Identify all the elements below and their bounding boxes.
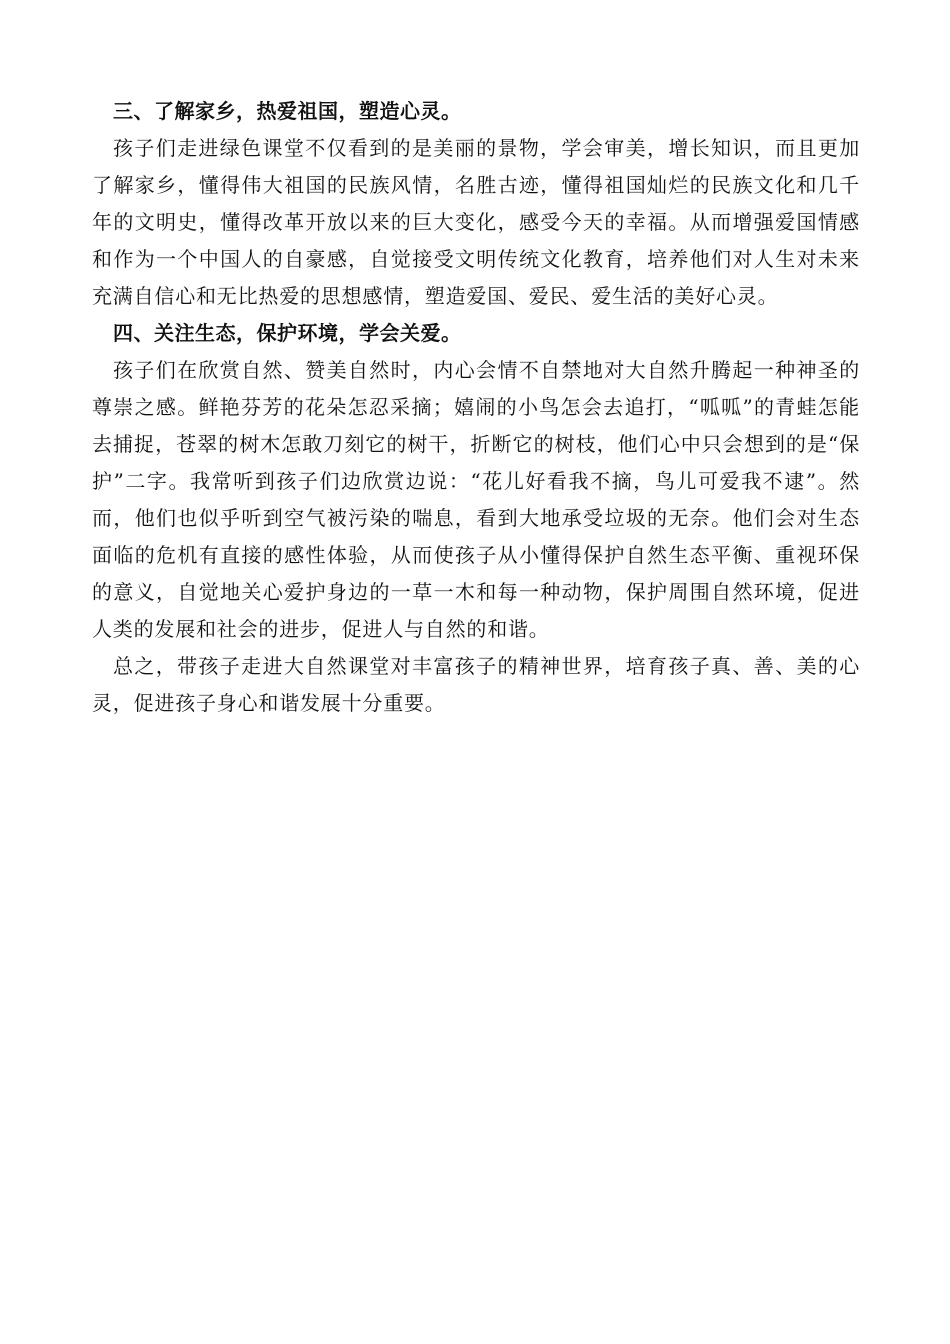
- conclusion-paragraph: 总之，带孩子走进大自然课堂对丰富孩子的精神世界，培育孩子真、善、美的心灵，促进孩子身心和谐发展十分重要。: [92, 654, 860, 715]
- section-paragraph-4: 孩子们在欣赏自然、赞美自然时，内心会情不自禁地对大自然升腾起一种神圣的尊崇之感。鲜艳芬芳的花朵怎忍采摘；嬉闹的小鸟怎会去追打，“呱呱”的青蛙怎能去捕捉，苍翠的树木怎敢刀刻它的树干，折断它的树枝，他们心中只会想到的是“保护”二字。我常听到孩子们边欣赏边说：“花儿好看我不摘，鸟儿可爱我不逮”。然而，他们也似乎听到空气被污染的喘息，看到大地承受垃圾的无奈。他们会对生态面临的危机有直接的感性体验，从而使孩子从小懂得保护自然生态平衡、重视环保的意义，自觉地关心爱护身边的一草一木和每一种动物，保护周围自然环境，促进人类的发展和社会的进步，促进人与自然的和谐。: [92, 358, 860, 641]
- section-paragraph-3: 孩子们走进绿色课堂不仅看到的是美丽的景物，学会审美，增长知识，而且更加了解家乡，懂得伟大祖国的民族风情，名胜古迹，懂得祖国灿烂的民族文化和几千年的文明史，懂得改革开放以来的巨大变化，感受今天的幸福。从而增强爱国情感和作为一个中国人的自豪感，自觉接受文明传统文化教育，培养他们对人生对未来充满自信心和无比热爱的思想感情，塑造爱国、爱民、爱生活的美好心灵。: [92, 136, 860, 308]
- document-body: [92, 93, 860, 722]
- section-heading-4: 四、关注生态，保护环境，学会关爱。: [113, 321, 462, 345]
- section-heading-3: 三、了解家乡，热爱祖国，塑造心灵。: [113, 99, 462, 123]
